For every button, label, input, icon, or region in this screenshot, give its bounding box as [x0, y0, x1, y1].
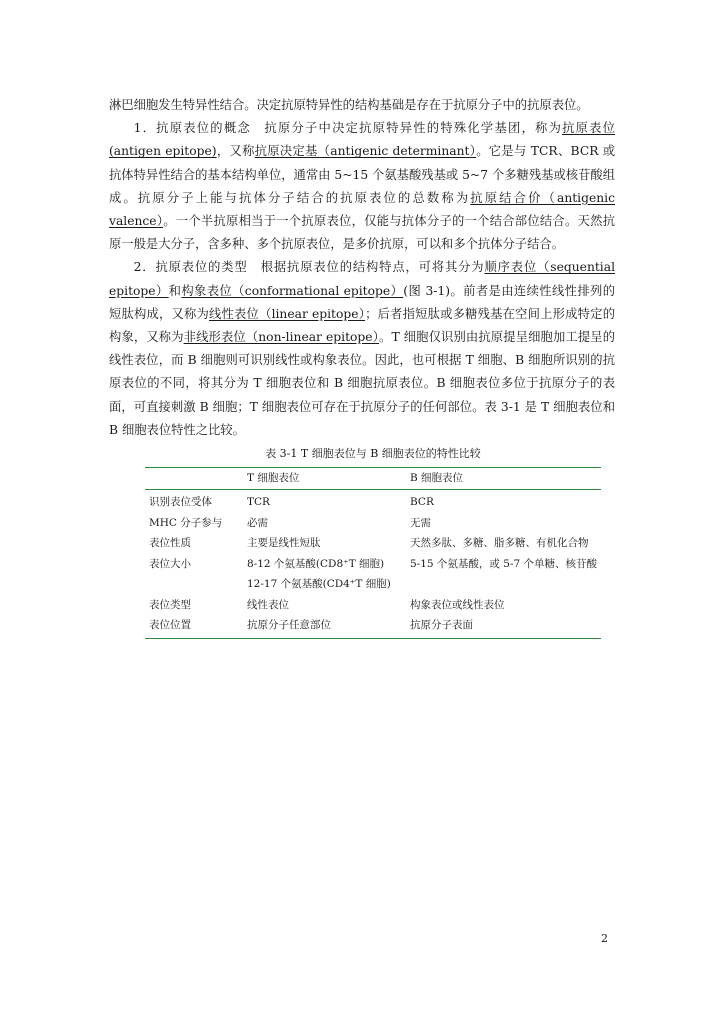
table-cell: [406, 574, 601, 595]
table-cell: 8-12 个氨基酸(CD8⁺T 细胞): [247, 557, 385, 570]
table-cell: 表位性质: [149, 537, 191, 549]
table-row: [145, 574, 601, 595]
table-cell: 抗原分子任意部位: [247, 619, 331, 631]
table-cell: 线性表位: [247, 598, 289, 611]
header-cell: T 细胞表位: [247, 472, 300, 484]
table-cell: 主要是线性短肽: [247, 537, 321, 549]
table-row: [145, 595, 601, 616]
header-cell: B 细胞表位: [410, 472, 464, 484]
page-number: 2: [601, 932, 608, 945]
table-row: [145, 533, 601, 554]
body-text: [109, 94, 615, 442]
table-cell: 12-17 个氨基酸(CD4⁺T 细胞): [247, 578, 391, 590]
term-antigen-epitope: 抗原表位(antigen epitope): [109, 121, 615, 159]
term-sequential-epitope: 顺序表位（sequential epitope）: [109, 260, 616, 298]
term-non-linear-epitope: 非线形表位（non-linear epitope）: [183, 330, 379, 345]
table-cell: 表位类型: [149, 598, 191, 611]
text-run: (图 3-1)。前者是由连续性线性排列的短肽构成，又称为: [109, 283, 615, 321]
table-cell: 天然多肽、多糖、脂多糖、有机化合物: [410, 537, 589, 549]
table-row: [145, 490, 601, 513]
term-antigenic-determinant: 抗原决定基（antigenic determinant）: [254, 144, 477, 159]
text-run: ；后者指短肽或多糖残基在空间上形成特定的构象，又称为: [109, 306, 615, 345]
table-cell: 表位位置: [149, 619, 191, 631]
text-run: 和: [168, 283, 182, 298]
text-run: 。它是与 TCR、BCR 或抗体特异性结合的基本结构单位，通常由 5~15 个氨基酸残基或 5~7 个多糖残基或核苷酸组成。抗原分子上能与抗体分子结合的抗原表位的总数称为: [109, 144, 615, 205]
table-cell: TCR: [247, 496, 270, 508]
text-run: 1．抗原表位的概念 抗原分子中决定抗原特异性的特殊化学基团，称为: [133, 121, 563, 136]
table-row: [145, 554, 601, 575]
table-header-row: [145, 468, 601, 490]
table-cell: BCR: [410, 496, 434, 508]
table-cell: [145, 574, 243, 595]
text-run: 2．抗原表位的类型 根据抗原表位的结构特点，可将其分为: [133, 260, 485, 275]
comparison-table: [145, 467, 601, 639]
table-caption: 表 3-1 T 细胞表位与 B 细胞表位的特性比较: [265, 447, 481, 460]
table-cell: 抗原分子表面: [410, 619, 473, 631]
term-linear-epitope: 线性表位（linear epitope）: [209, 306, 366, 321]
term-antigenic-valence: 抗原结合价（antigenic valence）: [109, 190, 615, 229]
table-cell: MHC 分子参与: [149, 516, 223, 529]
text-run: 。一个半抗原相当于一个抗原表位，仅能与抗体分子的一个结合部位结合。天然抗原一般是大分子，含多种、多个抗原表位，是多价抗原，可以和多个抗体分子结合。: [109, 214, 615, 252]
paragraph-epitope-types: [109, 256, 615, 442]
table-cell: 构象表位或线性表位: [410, 598, 505, 611]
table-cell: 必需: [247, 516, 268, 529]
text-run: 。T 细胞仅识别由抗原提呈细胞加工提呈的线性表位，而 B 细胞则可识别线性或构象表位。因此，也可根据 T 细胞、B 细胞所识别的抗原表位的不同，将其分为 T 细胞表位和 B 细胞抗原表位。B 细胞表位多位于抗原分子的表面，可直接刺激 B 细胞；T 细胞表位可存在于抗原分子的任何部位。表 3-1 是 T 细胞表位和 B 细胞表位特性之比较。: [109, 330, 615, 437]
table-cell: 表位大小: [149, 557, 191, 570]
term-conformational-epitope: 构象表位（conformational epitope）: [181, 283, 404, 298]
table-cell: 5-15 个氨基酸，或 5-7 个单糖、核苷酸: [410, 557, 598, 570]
table-cell: 识别表位受体: [149, 496, 212, 508]
paragraph-epitope-concept: [109, 117, 615, 256]
text-run: ，又称: [216, 144, 255, 159]
paragraph-0: 淋巴细胞发生特异性结合。决定抗原特异性的结构基础是存在于抗原分子中的抗原表位。: [109, 98, 589, 112]
table-cell: 无需: [410, 516, 431, 529]
header-cell: [145, 468, 243, 490]
table-row: [145, 513, 601, 534]
table-row: [145, 615, 601, 638]
